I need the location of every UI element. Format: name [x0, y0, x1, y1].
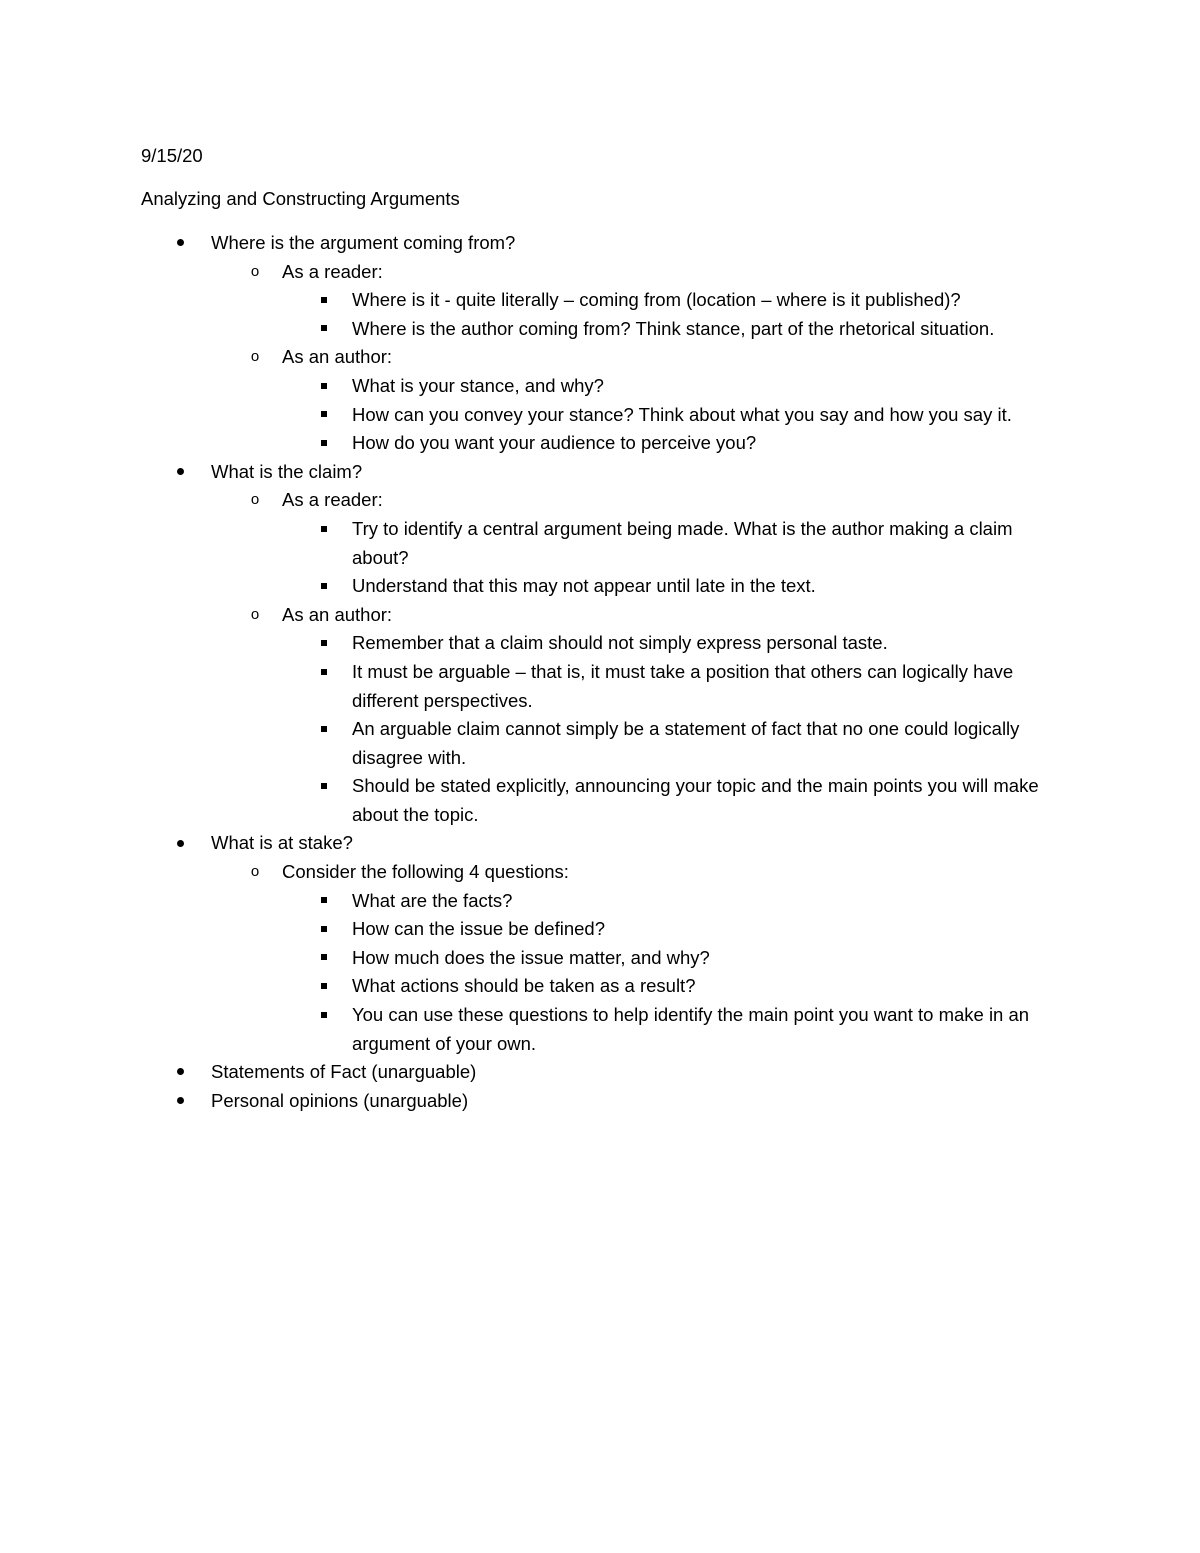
- outline-item-text: As a reader:: [282, 489, 383, 511]
- outline-item-text: What are the facts?: [352, 889, 513, 911]
- bullet-square: [321, 897, 327, 903]
- hollow-o-bullet: o: [250, 348, 260, 366]
- filled-square-bullet-icon: [317, 401, 331, 430]
- bullet-dot: [177, 1097, 184, 1104]
- filled-circle-bullet-icon: [173, 829, 187, 858]
- bullet-square: [321, 669, 327, 675]
- document-body: [141, 142, 1071, 1115]
- outline-item-text: How can you convey your stance? Think about what you say and how you say it.: [352, 403, 1012, 425]
- outline-item-text: An arguable claim cannot simply be a statement of fact that no one could logically disagree with.: [352, 718, 1020, 768]
- filled-square-bullet-icon: [317, 887, 331, 916]
- outline-item-text: How do you want your audience to perceive you?: [352, 432, 757, 454]
- outline-item-text: What is your stance, and why?: [352, 374, 604, 396]
- bullet-square: [321, 954, 327, 960]
- outline-item-level-2: [141, 858, 1071, 887]
- outline-item-level-2: [141, 486, 1071, 515]
- outline-item-text: Understand that this may not appear until late in the text.: [352, 575, 816, 597]
- bullet-square: [321, 983, 327, 989]
- outline-item-text: What is the claim?: [211, 460, 363, 482]
- bullet-square: [321, 297, 327, 303]
- bullet-square: [321, 783, 327, 789]
- outline-item-text: How much does the issue matter, and why?: [352, 946, 710, 968]
- outline-item-text: It must be arguable – that is, it must take a position that others can logically have different perspectives.: [352, 660, 1014, 711]
- outline-item-text: Where is the argument coming from?: [211, 232, 516, 253]
- outline-item-text: Personal opinions (unarguable): [211, 1089, 469, 1111]
- document-date: 9/15/20: [141, 145, 203, 166]
- bullet-square: [321, 411, 327, 417]
- bullet-square: [321, 1012, 327, 1018]
- outline-item-level-3: [141, 572, 1071, 601]
- bullet-dot: [177, 840, 184, 847]
- filled-square-bullet-icon: [317, 286, 331, 315]
- hollow-o-bullet: o: [250, 491, 260, 509]
- bullet-dot: [177, 239, 184, 246]
- outline-item-text: You can use these questions to help identify the main point you want to make in an argument of your own.: [352, 1004, 1030, 1054]
- filled-square-bullet-icon: [317, 658, 331, 687]
- outline-item-text: As a reader:: [282, 260, 383, 282]
- outline-item-text: Where is it - quite literally – coming from (location – where is it published)?: [352, 289, 961, 311]
- outline-item-level-3: [141, 315, 1071, 344]
- outline-item-level-3: [141, 1001, 1071, 1058]
- outline-item-text: Should be stated explicitly, announcing your topic and the main points you will make about the topic.: [352, 775, 1039, 825]
- filled-square-bullet-icon: [317, 429, 331, 458]
- filled-circle-bullet-icon: [173, 1087, 187, 1116]
- outline-item-level-1: [141, 1087, 1071, 1116]
- outline-item-level-3: [141, 286, 1071, 315]
- filled-square-bullet-icon: [317, 1001, 331, 1030]
- outline-item-text: What is at stake?: [211, 832, 353, 854]
- filled-square-bullet-icon: [317, 772, 331, 801]
- hollow-o-bullet: o: [250, 605, 260, 623]
- outline-item-level-3: [141, 944, 1071, 973]
- filled-circle-bullet-icon: [173, 458, 187, 487]
- filled-square-bullet-icon: [317, 972, 331, 1001]
- filled-square-bullet-icon: [317, 315, 331, 344]
- filled-square-bullet-icon: [317, 372, 331, 401]
- filled-circle-bullet-icon: [173, 229, 187, 258]
- hollow-o-bullet: o: [250, 863, 260, 881]
- outline-item-text: Consider the following 4 questions:: [282, 861, 569, 883]
- bullet-square: [321, 640, 327, 646]
- bullet-dot: [177, 1068, 184, 1075]
- bullet-square: [321, 583, 327, 589]
- outline-item-text: Try to identify a central argument being made. What is the author making a claim about?: [352, 517, 1013, 568]
- outline-item-text: Statements of Fact (unarguable): [211, 1061, 477, 1083]
- outline-item-level-1: [141, 458, 1071, 487]
- bullet-dot: [177, 468, 184, 475]
- outline-item-level-3: [141, 372, 1071, 401]
- outline-item-level-2: [141, 258, 1071, 287]
- outline-item-level-3: [141, 887, 1071, 916]
- outline-item-level-3: [141, 715, 1071, 772]
- bullet-square: [321, 926, 327, 932]
- filled-square-bullet-icon: [317, 944, 331, 973]
- outline-item-level-1: [141, 229, 1071, 258]
- outline-item-level-3: [141, 658, 1071, 715]
- document-title: Analyzing and Constructing Arguments: [141, 188, 460, 209]
- bullet-square: [321, 325, 327, 331]
- outline-item-level-3: [141, 515, 1071, 572]
- filled-square-bullet-icon: [317, 572, 331, 601]
- outline-item-text: As an author:: [282, 603, 393, 625]
- outline-item-text: How can the issue be defined?: [352, 918, 606, 940]
- filled-circle-bullet-icon: [173, 1058, 187, 1087]
- outline-item-text: As an author:: [282, 346, 393, 368]
- filled-square-bullet-icon: [317, 629, 331, 658]
- outline-item-level-3: [141, 629, 1071, 658]
- filled-square-bullet-icon: [317, 515, 331, 544]
- hollow-o-bullet: o: [250, 262, 260, 280]
- outline-item-level-2: [141, 343, 1071, 372]
- filled-square-bullet-icon: [317, 915, 331, 944]
- bullet-square: [321, 440, 327, 446]
- bullet-square: [321, 383, 327, 389]
- outline-item-level-3: [141, 401, 1071, 430]
- outline-item-level-1: [141, 1058, 1071, 1087]
- outline-item-level-3: [141, 429, 1071, 458]
- outline-item-text: What actions should be taken as a result?: [352, 975, 696, 997]
- outline-item-text: Remember that a claim should not simply express personal taste.: [352, 632, 888, 654]
- outline-item-text: Where is the author coming from? Think stance, part of the rhetorical situation.: [352, 317, 995, 339]
- bullet-square: [321, 526, 327, 532]
- filled-square-bullet-icon: [317, 715, 331, 744]
- notes-outline: [141, 229, 1071, 1115]
- outline-item-level-3: [141, 972, 1071, 1001]
- outline-item-level-3: [141, 915, 1071, 944]
- bullet-square: [321, 726, 327, 732]
- outline-item-level-2: [141, 601, 1071, 630]
- outline-item-level-3: [141, 772, 1071, 829]
- outline-item-level-1: [141, 829, 1071, 858]
